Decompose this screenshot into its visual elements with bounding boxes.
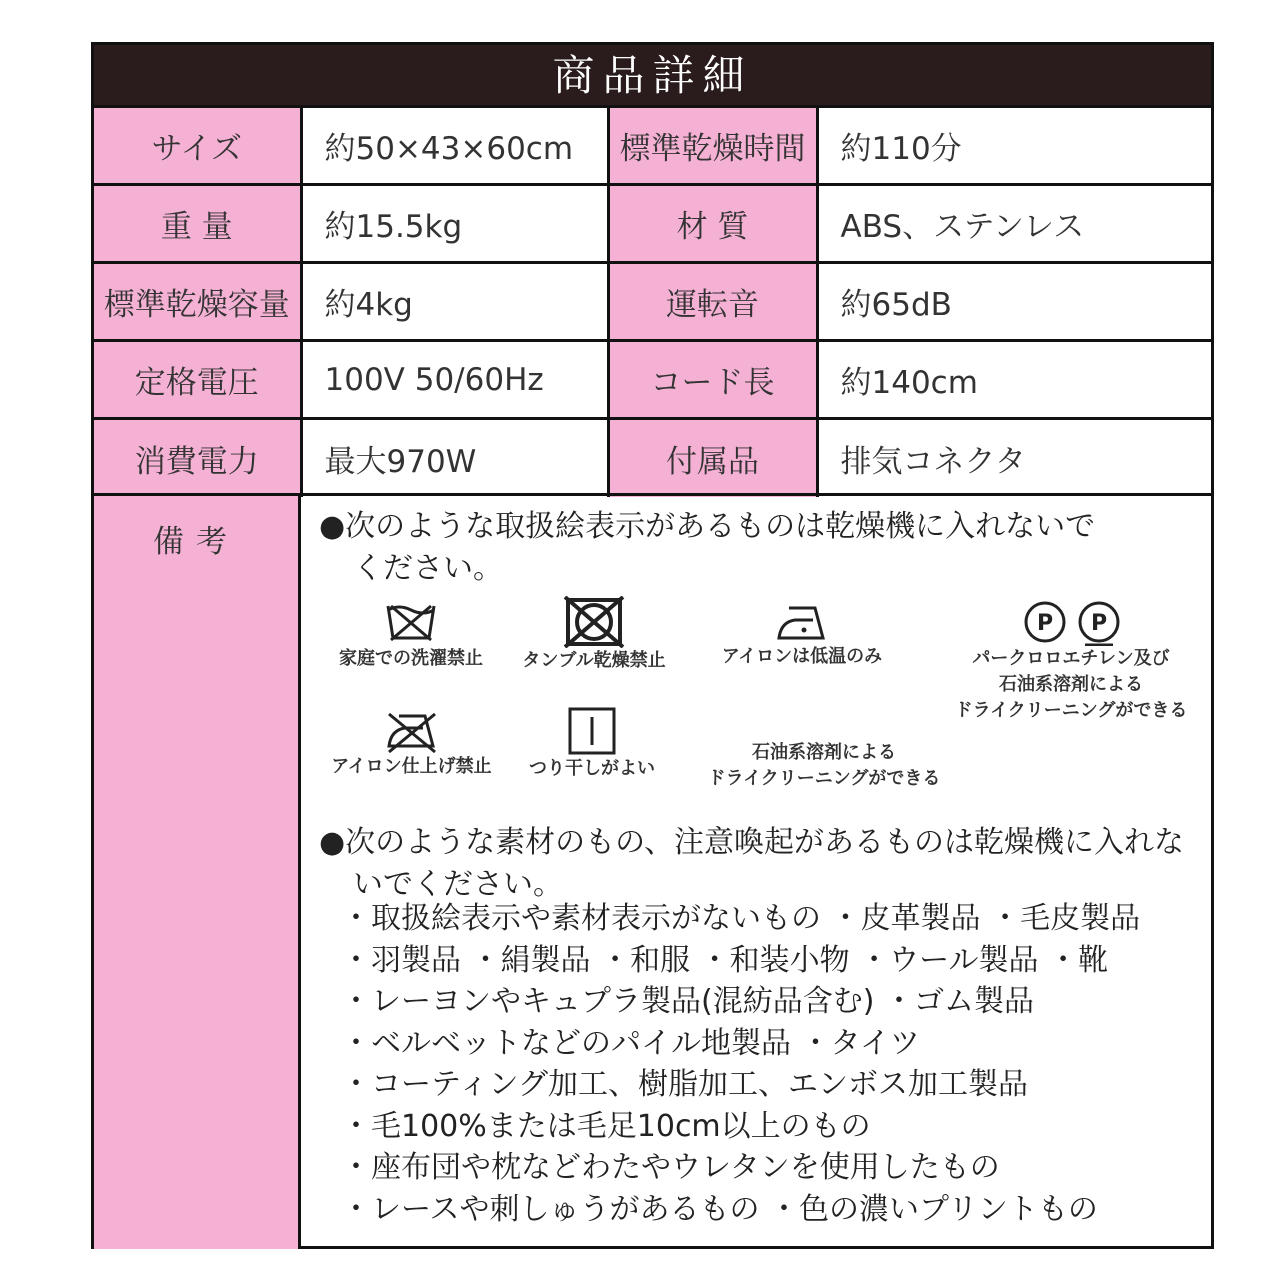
list-item: ・取扱絵表示や素材表示がないもの ・皮革製品 ・毛皮製品	[341, 901, 1141, 936]
spec-label: サイズ	[94, 107, 301, 185]
spec-value: 約140cm	[817, 341, 1211, 419]
list-item: ・ベルベットなどのパイル地製品 ・タイツ	[341, 1025, 920, 1061]
list-item: ・コーティング加工、樹脂加工、エンボス加工製品	[341, 1067, 1028, 1102]
table-row	[94, 263, 1211, 341]
spec-label: 標準乾燥容量	[94, 263, 301, 341]
tumble-dry-crossed-icon	[563, 596, 625, 648]
intro-line: ●次のような素材のもの、注意喚起があるものは乾燥機に入れな	[319, 825, 1184, 860]
spec-table	[94, 105, 1211, 497]
wash-tub-crossed-icon	[385, 600, 437, 646]
iron-low-temp-symbol	[707, 602, 897, 670]
spec-label: 重 量	[94, 185, 301, 263]
list-item: ・座布団や枕などわたやウレタンを使用したもの	[341, 1150, 1000, 1185]
list-item: ・レースや刺しゅうがあるもの ・色の濃いプリントもの	[341, 1191, 1098, 1227]
dry-clean-f-symbol	[691, 740, 957, 792]
product-details-panel	[91, 42, 1214, 1249]
spec-label: コード長	[608, 341, 817, 419]
spec-value: 最大970W	[301, 419, 608, 497]
intro-line: いでください。	[353, 867, 563, 902]
table-row	[94, 419, 1211, 497]
spec-label: 消費電力	[94, 419, 301, 497]
notes-section	[94, 493, 1211, 1249]
symbol-caption: 石油系溶剤による	[999, 674, 1143, 695]
intro-line: ください。	[353, 551, 503, 586]
table-row	[94, 341, 1211, 419]
spec-value: 約15.5kg	[301, 185, 608, 263]
spec-value: 約110分	[817, 107, 1211, 185]
material-intro	[319, 822, 1184, 906]
line-dry-icon	[567, 706, 617, 756]
symbol-caption: アイロンは低温のみ	[721, 646, 883, 667]
symbol-caption: つり干しがよい	[529, 758, 655, 779]
notes-label: 備考	[94, 496, 298, 1249]
list-item: ・レーヨンやキュプラ製品(混紡品含む) ・ゴム製品	[341, 984, 1034, 1019]
symbol-caption: ドライクリーニングができる	[954, 700, 1188, 721]
header-bar	[94, 45, 1211, 105]
spec-value: 約50×43×60cm	[301, 107, 608, 185]
symbol-caption: パークロロエチレン及び	[972, 648, 1170, 669]
list-item: ・毛100%または毛足10cm以上のもの	[341, 1108, 871, 1144]
care-label-intro	[319, 506, 1095, 590]
spec-value: ABS、ステンレス	[817, 185, 1211, 263]
symbol-caption: 家庭での洗濯禁止	[339, 648, 483, 669]
spec-value: 約65dB	[817, 263, 1211, 341]
intro-line: ●次のような取扱絵表示があるものは乾燥機に入れないで	[319, 509, 1096, 544]
table-row	[94, 107, 1211, 185]
no-home-wash-symbol	[331, 600, 491, 672]
list-item: ・羽製品 ・絹製品 ・和服 ・和装小物 ・ウール製品 ・靴	[341, 942, 1109, 978]
spec-label: 運転音	[608, 263, 817, 341]
page-title: 商品詳細	[552, 51, 753, 100]
iron-low-icon	[775, 602, 829, 644]
dry-clean-p-symbol	[941, 596, 1201, 724]
no-iron-symbol	[319, 710, 504, 780]
table-row	[94, 185, 1211, 263]
spec-label: 材 質	[608, 185, 817, 263]
excluded-items-list	[341, 898, 1140, 1230]
p-letter: P	[1090, 611, 1108, 636]
symbol-caption: タンブル乾燥禁止	[522, 650, 666, 671]
symbol-caption: 石油系溶剤による	[752, 742, 896, 763]
dry-clean-p-icon	[1019, 596, 1123, 646]
symbol-caption: ドライクリーニングができる	[707, 768, 941, 789]
symbol-caption: アイロン仕上げ禁止	[331, 756, 492, 777]
spec-label: 定格電圧	[94, 341, 301, 419]
spec-label: 標準乾燥時間	[608, 107, 817, 185]
line-dry-symbol	[517, 706, 667, 782]
no-tumble-dry-symbol	[509, 596, 679, 674]
spec-value: 排気コネクタ	[817, 419, 1211, 497]
spec-value: 100V 50/60Hz	[301, 341, 608, 419]
p-letter: P	[1036, 611, 1054, 636]
iron-crossed-icon	[385, 710, 439, 754]
notes-body	[298, 496, 1211, 1249]
spec-value: 約4kg	[301, 263, 608, 341]
spec-label: 付属品	[608, 419, 817, 497]
